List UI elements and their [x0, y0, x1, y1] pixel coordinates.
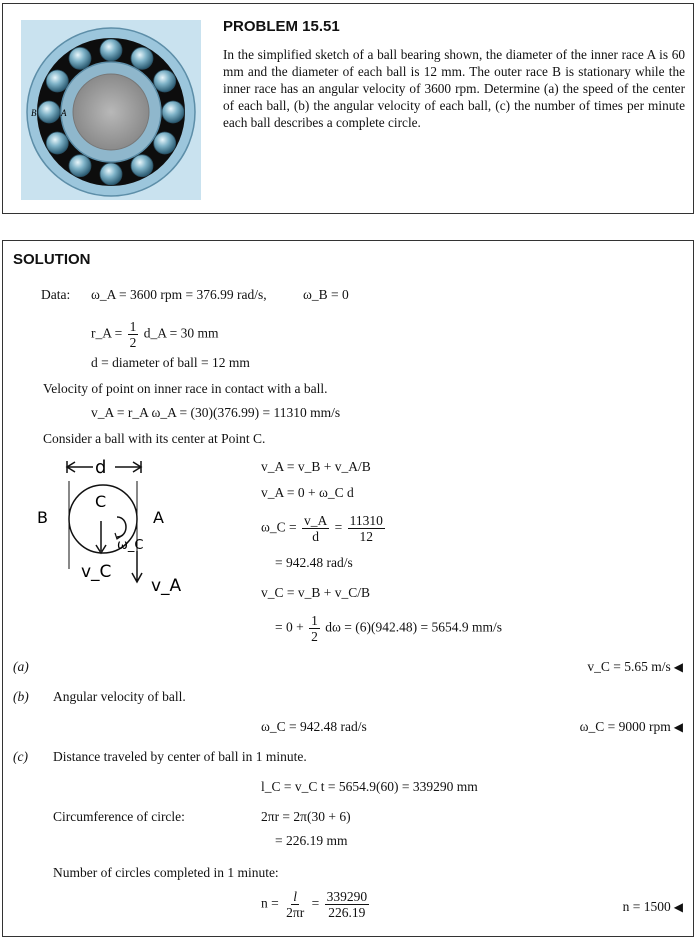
n-equation [261, 889, 371, 920]
bearing-ball [69, 47, 91, 69]
n-frac2 [325, 889, 370, 920]
bearing-ball [69, 155, 91, 177]
frac2-den: 12 [359, 529, 374, 544]
part-a-label: (a) [13, 659, 29, 674]
solution-heading: SOLUTION [13, 251, 91, 268]
sketch-b-label: B [37, 508, 48, 527]
velocity-inner-text: Velocity of point on inner race in contact with a ball. [43, 381, 328, 396]
bearing-ball [38, 101, 60, 123]
bearing-ball [154, 132, 176, 154]
bearing-ball [131, 155, 153, 177]
figure-label-b: B [31, 108, 37, 118]
eq-relative-velocity-c: v_C = v_B + v_C/B [261, 585, 370, 600]
bearing-ball [46, 70, 68, 92]
n-frac1-den: 2πr [286, 905, 305, 920]
part-b-answer: ω_C = 9000 rpm ◀ [579, 719, 683, 734]
frac2-num: 11310 [349, 513, 383, 528]
sketch-omega-c: ω_C [117, 538, 144, 553]
ball-bearing-figure [21, 20, 201, 200]
consider-text: Consider a ball with its center at Point C. [43, 431, 266, 446]
sketch-va-label: v_A [151, 576, 182, 596]
n-frac1 [284, 889, 306, 920]
frac1-num: v_A [304, 513, 328, 528]
solution-box [2, 240, 694, 937]
n-frac2-num: 339290 [326, 889, 368, 904]
eq-omega-c-frac2 [348, 513, 385, 544]
eq-omega-c-frac1 [302, 513, 329, 544]
sketch-a-label: A [153, 508, 164, 527]
ra-eq [91, 319, 219, 350]
sketch-c-label: C [95, 492, 107, 511]
part-b-equation: ω_C = 942.48 rad/s [261, 719, 367, 734]
part-c-answer: n = 1500 ◀ [622, 899, 683, 914]
d-definition: d = diameter of ball = 12 mm [91, 355, 250, 370]
eq-omega-c-lhs: ω_C = [261, 519, 297, 535]
ra-lhs: r_A = [91, 325, 123, 341]
problem-heading: PROBLEM 15.51 [223, 18, 340, 35]
part-b-text: Angular velocity of ball. [53, 689, 186, 704]
eq-vc-lhs: = 0 + [275, 619, 304, 635]
eq-vc-rhs: dω = (6)(942.48) = 5654.9 mm/s [325, 619, 502, 635]
circumference-label: Circumference of circle: [53, 809, 185, 824]
omega-a-eq: ω_A = 3600 rpm = 376.99 rad/s, [91, 287, 267, 302]
n-frac1-num: l [293, 889, 298, 904]
eq-vc-result [275, 613, 502, 644]
bearing-ball [46, 132, 68, 154]
bearing-ball [100, 39, 122, 61]
sketch-d-label: d [95, 457, 107, 478]
ball-sketch [31, 451, 231, 601]
eq-vc-frac-den: 2 [311, 629, 318, 644]
eq-vc-frac [309, 613, 320, 644]
part-a-answer: v_C = 5.65 m/s ◀ [587, 659, 683, 674]
part-c-label: (c) [13, 749, 28, 764]
ra-frac-num: 1 [129, 319, 137, 334]
n-frac2-den: 226.19 [328, 905, 366, 920]
ra-rhs: d_A = 30 mm [143, 325, 219, 341]
figure-label-a: A [61, 108, 67, 118]
eq-omega-c-result: = 942.48 rad/s [275, 555, 353, 570]
eq-omega-c-equals: = [334, 519, 343, 535]
circumference-eq: 2πr = 2π(30 + 6) [261, 809, 351, 824]
bearing-ball [154, 70, 176, 92]
circles-text: Number of circles completed in 1 minute: [53, 865, 279, 880]
eq-omega-c [261, 513, 387, 544]
eq-vc-frac-num: 1 [311, 613, 318, 628]
part-c-distance-eq: l_C = v_C t = 5654.9(60) = 339290 mm [261, 779, 478, 794]
eq-va-omega: v_A = 0 + ω_C d [261, 485, 354, 500]
problem-box [2, 3, 694, 214]
ra-frac-den: 2 [129, 335, 137, 350]
circumference-result: = 226.19 mm [275, 833, 348, 848]
ra-fraction [128, 319, 139, 350]
bearing-ball [162, 101, 184, 123]
frac1-den: d [312, 529, 320, 544]
data-label: Data: [41, 287, 71, 302]
n-lhs: n = [261, 895, 279, 911]
n-equals: = [311, 895, 320, 911]
bearing-ball [131, 47, 153, 69]
part-b-label: (b) [13, 689, 29, 704]
va-equation: v_A = r_A ω_A = (30)(376.99) = 11310 mm/s [91, 405, 341, 420]
eq-relative-velocity-a: v_A = v_B + v_A/B [261, 459, 371, 474]
bearing-ball [100, 163, 122, 185]
part-c-text: Distance traveled by center of ball in 1 minute. [53, 749, 307, 764]
problem-statement: In the simplified sketch of a ball bearing shown, the diameter of the inner race A is 60 mm and the diameter of each ball is 12 mm. The outer race B is stationary while the inner race has an angular velocity of 3600 rpm. Determine (a) the speed of the center of each ball, (b) the angular velocity of each ball, (c) the number of times per minute each ball describes a complete circle. [223, 47, 685, 130]
sketch-vc-label: v_C [81, 562, 112, 582]
omega-b-eq: ω_B = 0 [303, 287, 349, 302]
